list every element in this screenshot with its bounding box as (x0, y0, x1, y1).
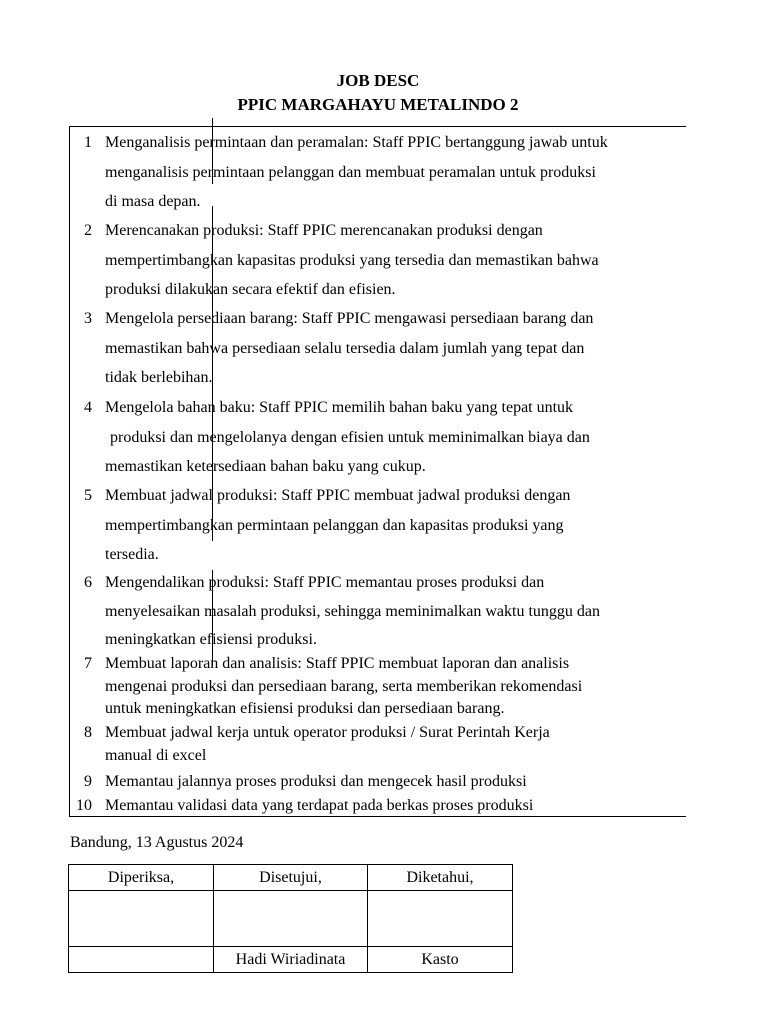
item-text-line: tersedia. (105, 546, 159, 563)
item-number: 6 (84, 574, 92, 591)
signature-table (68, 864, 513, 973)
item-text-line: Merencanakan produksi: Staff PPIC merencanakan produksi dengan (105, 222, 543, 239)
item-number: 1 (84, 134, 92, 151)
signature-name-examined (69, 947, 214, 973)
item-text-line: menganalisis permintaan pelanggan dan membuat peramalan untuk produksi (105, 163, 596, 181)
item-number: 3 (84, 310, 92, 327)
item-text-line: meningkatkan efisiensi produksi. (105, 631, 317, 648)
list-frame-top-border (69, 126, 686, 127)
signature-space (214, 891, 368, 947)
signature-header-approved: Disetujui, (214, 865, 368, 891)
signature-name-approved: Hadi Wiriadinata (214, 947, 368, 973)
item-number: 10 (76, 797, 92, 814)
item-text-line: mempertimbangkan kapasitas produksi yang tersedia dan memastikan bahwa (105, 251, 599, 269)
item-text-line: di masa depan. (105, 193, 201, 210)
item-text-line: manual di excel (105, 746, 207, 764)
signature-header-examined: Diperiksa, (69, 865, 214, 891)
item-text-line: memastikan bahwa persediaan selalu tersedia dalam jumlah yang tepat dan (105, 339, 585, 357)
item-text-line: produksi dan mengelolanya dengan efisien untuk meminimalkan biaya dan (110, 428, 590, 446)
item-number: 7 (84, 655, 92, 672)
item-text-line: memastikan ketersediaan bahan baku yang cukup. (105, 458, 426, 475)
item-number: 8 (84, 724, 92, 741)
item-number: 4 (84, 399, 92, 416)
item-text-line: Menganalisis permintaan dan peramalan: Staff PPIC bertanggung jawab untuk (105, 134, 608, 151)
item-text-line: mempertimbangkan permintaan pelanggan dan kapasitas produksi yang (105, 516, 564, 534)
item-text-line: tidak berlebihan. (105, 369, 213, 386)
item-text-line: mengenai produksi dan persediaan barang, serta memberikan rekomendasi (105, 677, 583, 695)
item-text-line: Memantau jalannya proses produksi dan mengecek hasil produksi (105, 773, 527, 790)
item-text-line: menyelesaikan masalah produksi, sehingga meminimalkan waktu tunggu dan (105, 602, 600, 620)
item-number: 5 (84, 487, 92, 504)
document-subtitle: PPIC MARGAHAYU METALINDO 2 (237, 95, 519, 114)
item-text-line: Membuat laporan dan analisis: Staff PPIC membuat laporan dan analisis (105, 655, 570, 672)
item-text-line: untuk meningkatkan efisiensi produksi dan persediaan barang. (105, 700, 505, 717)
item-number: 2 (84, 222, 92, 239)
place-date: Bandung, 13 Agustus 2024 (70, 834, 244, 851)
item-text-line: Memantau validasi data yang terdapat pada berkas proses produksi (105, 797, 534, 814)
signature-header-acknowledged: Diketahui, (368, 865, 513, 891)
signature-space (368, 891, 513, 947)
item-text-line: Mengelola persediaan barang: Staff PPIC mengawasi persediaan barang dan (105, 310, 594, 327)
item-text-line: Mengendalikan produksi: Staff PPIC memantau proses produksi dan (105, 574, 545, 591)
item-text-line: produksi dilakukan secara efektif dan efisien. (105, 281, 396, 298)
item-text-line: Membuat jadwal kerja untuk operator produksi / Surat Perintah Kerja (105, 724, 550, 741)
item-text-line: Mengelola bahan baku: Staff PPIC memilih bahan baku yang tepat untuk (105, 399, 574, 416)
document-title: JOB DESC (336, 71, 420, 90)
item-text-line: Membuat jadwal produksi: Staff PPIC membuat jadwal produksi dengan (105, 487, 571, 504)
signature-space (69, 891, 214, 947)
item-number: 9 (84, 773, 92, 790)
signature-name-acknowledged: Kasto (368, 947, 513, 973)
